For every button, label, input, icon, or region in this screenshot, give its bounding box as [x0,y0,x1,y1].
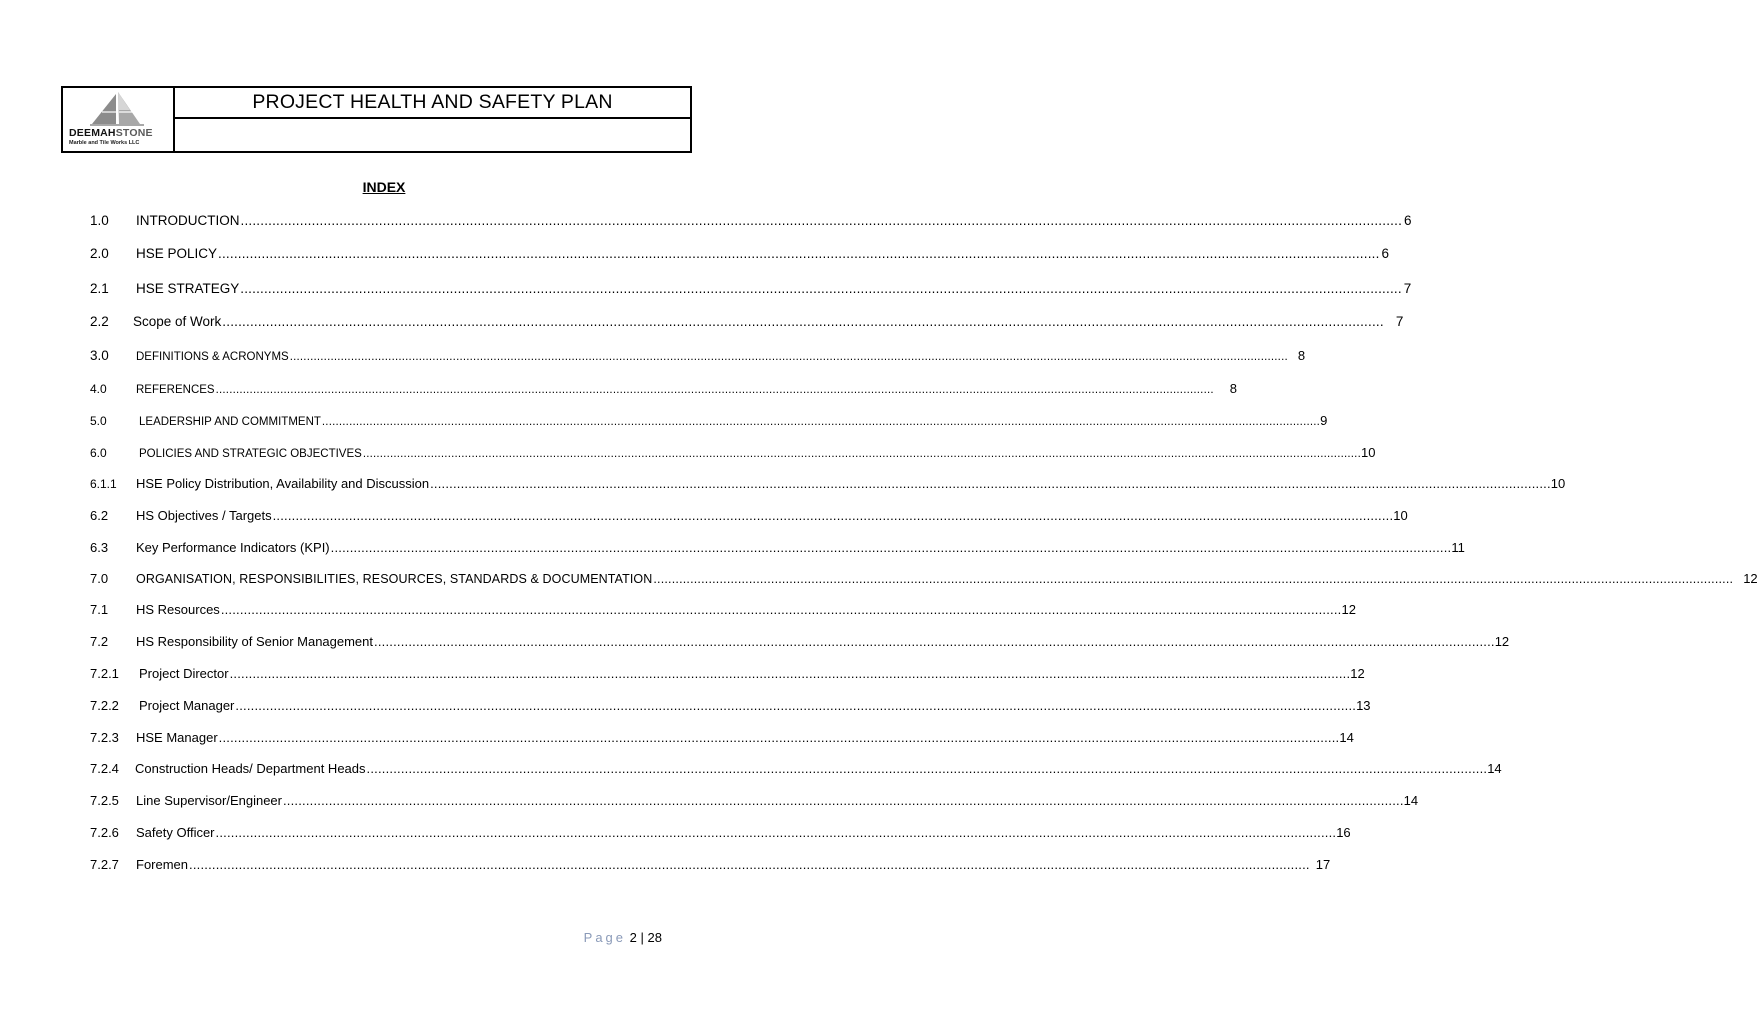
toc-page: 12 [1494,634,1510,649]
toc-page: 13 [1356,698,1371,713]
toc-leader [363,448,1361,460]
toc-number: 6.3 [90,540,109,555]
toc-title: HSE STRATEGY [136,281,240,296]
toc-number: 4.0 [90,382,107,396]
toc-entry[interactable] [90,348,1306,368]
toc-title: HSE Manager [136,730,218,745]
toc-page: 11 [1451,540,1465,555]
toc-leader [218,246,1380,261]
toc-number: 7.0 [90,571,109,586]
toc-page: 7 [1395,314,1404,329]
toc-leader [222,314,1384,329]
document-title: PROJECT HEALTH AND SAFETY PLAN [252,91,613,113]
index-heading: INDEX [362,179,406,195]
toc-page: 14 [1339,730,1354,745]
toc-title: HS Resources [136,602,220,617]
toc-page: 12 [1743,571,1758,586]
brand-subtitle: Marble and Tile Works LLC [69,140,140,146]
toc-page: 14 [1487,761,1502,776]
toc-entry[interactable] [90,381,1237,401]
toc-entry[interactable] [90,698,1371,718]
toc-entry[interactable] [90,666,1365,686]
toc-page: 8 [1229,381,1237,396]
toc-title: INTRODUCTION [136,213,240,228]
toc-leader [216,384,1214,396]
toc-title: HSE Policy Distribution, Availability and Discussion [136,476,430,491]
toc-leader [216,825,1337,840]
toc-number: 7.2.7 [90,857,119,872]
toc-leader [322,416,1320,428]
toc-leader [189,857,1310,872]
toc-leader [273,508,1394,523]
toc-entry[interactable] [90,761,1502,781]
toc-entry[interactable] [90,857,1331,877]
toc-entry[interactable] [90,246,1390,266]
toc-leader [235,698,1356,713]
toc-title: DEFINITIONS & ACRONYMS [136,351,289,363]
toc-entry[interactable] [90,540,1465,560]
toc-title: Foremen [136,857,189,872]
toc-number: 7.2.1 [90,666,119,681]
toc-number: 7.2.3 [90,730,119,745]
brand-name-light: STONE [115,127,153,139]
company-logo [63,88,175,151]
toc-number: 7.2.2 [90,698,119,713]
toc-number: 7.2.6 [90,825,119,840]
toc-title: LEADERSHIP AND COMMITMENT [139,416,321,428]
brand-name-dark: DEEMAH [69,127,116,139]
toc-entry[interactable] [90,730,1354,750]
toc-title: REFERENCES [136,384,215,396]
toc-entry[interactable] [90,445,1376,465]
toc-title: Key Performance Indicators (KPI) [136,540,330,555]
toc-page: 6 [1381,246,1390,261]
toc-leader [430,476,1551,491]
toc-title: Project Director [139,666,229,681]
toc-number: 1.0 [90,213,109,228]
toc-page: 8 [1297,348,1306,363]
sail-logo-icon [88,90,148,128]
toc-title: POLICIES AND STRATEGIC OBJECTIVES [139,448,362,460]
toc-entry[interactable] [90,602,1356,622]
toc-number: 2.1 [90,281,109,296]
toc-leader [221,602,1342,617]
toc-entry[interactable] [90,281,1412,301]
toc-number: 7.2.5 [90,793,119,808]
toc-leader [283,793,1404,808]
toc-entry[interactable] [90,634,1510,654]
toc-leader [240,281,1402,296]
toc-number: 2.0 [90,246,109,261]
toc-page: 10 [1393,508,1408,523]
total-pages: 28 [647,930,662,945]
toc-number: 5.0 [90,414,107,428]
toc-entry[interactable] [90,476,1566,496]
toc-page: 10 [1550,476,1566,491]
toc-number: 6.0 [90,446,107,460]
toc-page: 12 [1350,666,1365,681]
toc-leader [241,213,1403,228]
toc-title: Project Manager [139,698,235,713]
toc-title: HS Responsibility of Senior Management [136,634,374,649]
toc-number: 6.2 [90,508,109,523]
toc-entry[interactable] [90,314,1404,334]
toc-page: 17 [1315,857,1331,872]
toc-page: 10 [1360,445,1376,460]
toc-title: Safety Officer [136,825,215,840]
toc-leader [219,730,1340,745]
toc-leader [290,351,1288,363]
toc-entry[interactable] [90,571,1758,591]
brand-name [69,127,153,139]
toc-number: 7.2.4 [90,761,119,776]
toc-title: ORGANISATION, RESPONSIBILITIES, RESOURCES, STANDARDS & DOCUMENTATION [136,572,653,586]
page-label: Page [583,930,627,945]
toc-title: Scope of Work [133,314,222,329]
toc-leader [653,572,1733,586]
toc-entry[interactable] [90,213,1412,233]
toc-leader [374,634,1495,649]
toc-entry[interactable] [90,413,1328,433]
toc-page: 14 [1403,793,1419,808]
toc-number: 7.2 [90,634,109,649]
page-footer [584,930,662,945]
toc-title: Construction Heads/ Department Heads [135,761,366,776]
toc-number: 7.1 [90,602,109,617]
title-cell [175,88,690,119]
toc-leader [230,666,1351,681]
toc-entry[interactable] [90,825,1351,845]
toc-leader [331,540,1452,555]
toc-title: HSE POLICY [136,246,218,261]
toc-page: 7 [1403,281,1412,296]
toc-leader [367,761,1488,776]
toc-page: 9 [1320,413,1328,428]
toc-page: 6 [1404,213,1412,228]
toc-page: 12 [1341,602,1356,617]
toc-entry[interactable] [90,793,1419,813]
toc-number: 3.0 [90,348,109,363]
toc-number: 6.1.1 [90,477,117,491]
toc-entry[interactable] [90,508,1408,528]
page-separator: | [640,930,644,945]
toc-title: Line Supervisor/Engineer [136,793,282,808]
toc-page: 16 [1336,825,1351,840]
toc-title: HS Objectives / Targets [136,508,272,523]
document-header [61,86,692,153]
toc-number: 2.2 [90,314,109,329]
current-page: 2 [629,930,637,945]
